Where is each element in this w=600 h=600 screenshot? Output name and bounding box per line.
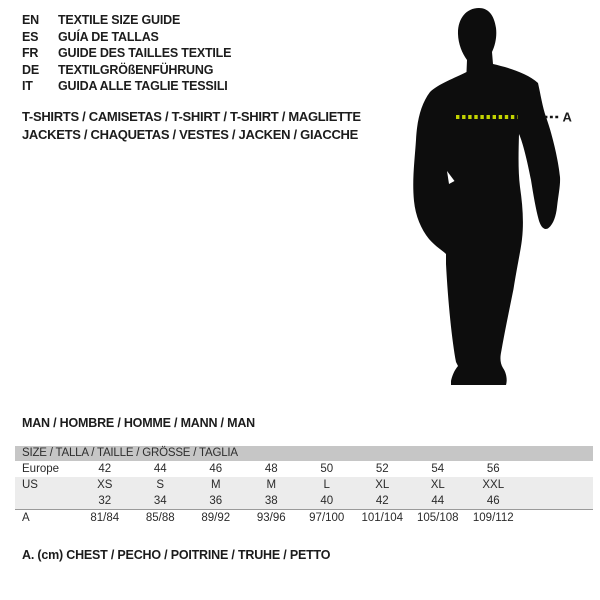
size-table-header: SIZE / TALLA / TAILLE / GRÖSSE / TAGLIA [15,446,593,461]
language-list [22,12,231,95]
size-cell: M [210,479,221,491]
language-label: GUIDE DES TAILLES TEXTILE [58,46,232,61]
language-label: TEXTILGRÖßENFÜHRUNG [58,62,214,77]
category-jackets: JACKETS / CHAQUETAS / VESTES / JACKEN / GIACCHE [22,126,358,142]
size-table-row-europe [15,461,593,477]
size-cell: 44 [431,495,445,507]
size-cell: 40 [320,495,334,507]
language-row-fr [22,45,231,62]
language-row-de [22,62,231,79]
size-cell: 38 [264,495,278,507]
size-cell: M [266,479,277,491]
size-cell: 89/92 [201,512,231,524]
size-cell: XS [97,479,113,491]
size-cell: L [323,479,330,491]
language-code: IT [22,79,33,94]
size-cell: S [156,479,165,491]
size-cell: XL [375,479,390,491]
size-cell: 97/100 [309,512,345,524]
size-table [15,446,593,526]
garment-categories [22,108,361,143]
section-title: MAN / HOMBRE / HOMME / MANN / MAN [22,416,255,430]
language-label: GUIDA ALLE TAGLIE TESSILI [58,79,228,94]
language-row-es [22,29,231,46]
category-tshirts: T-SHIRTS / CAMISETAS / T-SHIRT / T-SHIRT / MAGLIETTE [22,109,361,124]
language-label: TEXTILE SIZE GUIDE [58,13,181,27]
size-cell: 44 [153,463,167,475]
size-cell: 81/84 [90,512,120,524]
size-cell: 109/112 [472,512,514,524]
size-cell: 54 [431,463,445,475]
chest-marker-label: A [562,109,572,125]
row-label: A [22,512,30,524]
size-cell: 50 [320,463,334,475]
language-row-en [22,12,231,29]
man-silhouette [405,0,575,398]
row-label: US [22,479,38,491]
size-cell: 34 [153,495,167,507]
size-cell: 36 [209,495,223,507]
size-cell: XXL [482,479,505,491]
size-cell: 48 [264,463,278,475]
size-cell: 85/88 [145,512,175,524]
size-cell: XL [430,479,445,491]
size-cell: 101/104 [361,512,404,524]
language-row-it [22,78,231,95]
language-code: ES [22,29,39,44]
size-table-row-us [15,477,593,493]
size-cell: 32 [98,495,112,507]
size-cell: 105/108 [416,512,459,524]
measurement-footnote: A. (cm) CHEST / PECHO / POITRINE / TRUHE / PETTO [22,548,331,562]
size-cell: 46 [209,463,223,475]
size-cell: 42 [375,495,389,507]
size-table-row-numeric [15,493,593,509]
language-code: DE [22,62,39,77]
language-label: GUÍA DE TALLAS [58,29,159,44]
size-table-row-chest [15,509,593,526]
size-cell: 93/96 [256,512,286,524]
language-code: EN [22,13,39,27]
man-silhouette-body [413,8,560,385]
row-label: Europe [22,463,60,475]
size-cell: 56 [486,463,500,475]
size-cell: 52 [375,463,389,475]
language-code: FR [22,46,39,61]
size-cell: 46 [486,495,500,507]
size-cell: 42 [98,463,112,475]
